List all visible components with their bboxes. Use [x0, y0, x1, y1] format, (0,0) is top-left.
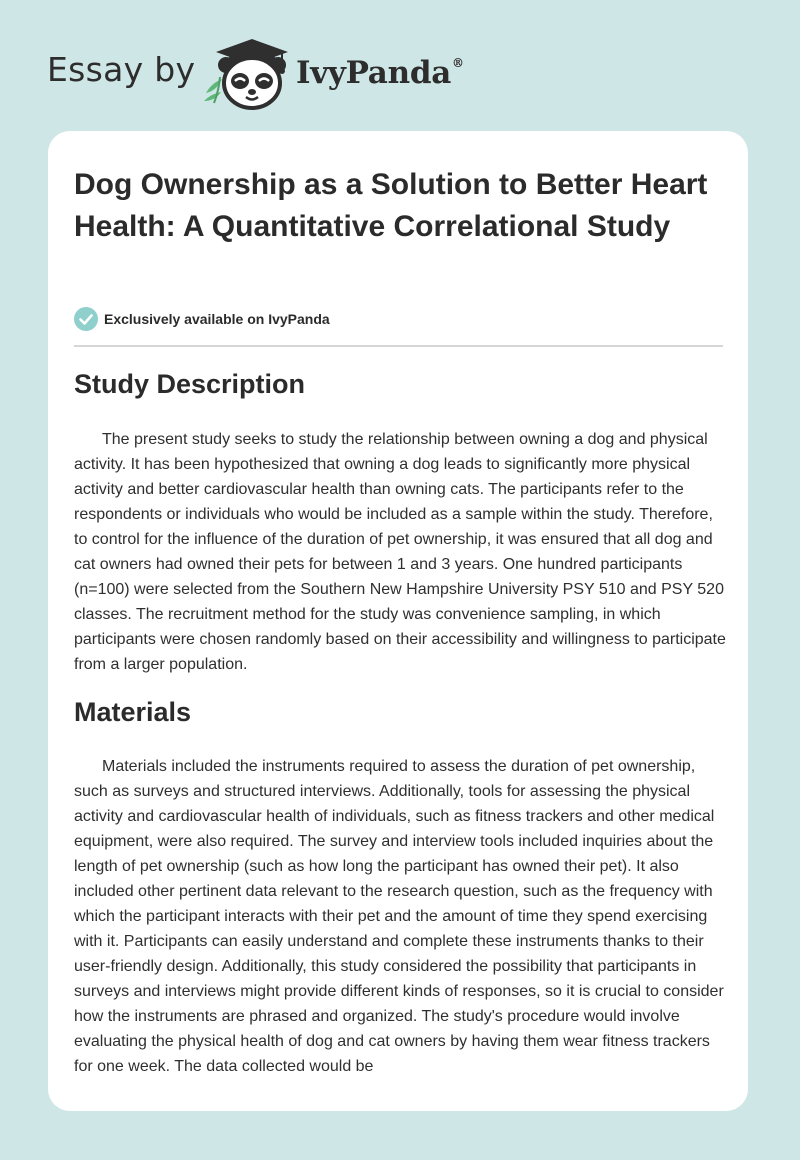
- article-title: Dog Ownership as a Solution to Better Heart Health: A Quantitative Correlational Study: [74, 168, 708, 243]
- title-divider: [74, 345, 723, 347]
- brand-name[interactable]: [296, 55, 464, 91]
- article-card: [48, 131, 748, 1111]
- section-heading-study-description: Study Description: [74, 369, 306, 399]
- site-header: [0, 0, 800, 120]
- section-text-study-description: The present study seeks to study the relationship between owning a dog and physical activity. It has been hypothesized that owning a dog leads to significantly more physical activity and better cardiovascular health than owning cats. The participants refer to the respondents or individuals who would be included as a sample within the study. Therefore, to control for the influence of the duration of pet ownership, it was ensured that all dog and cat owners had owned their pets for between 1 and 3 years. One hundred participants (n=100) were selected from the Southern New Hampshire University PSY 510 and PSY 520 classes. The recruitment method for the study was convenience sampling, in which participants were chosen randomly based on their accessibility and willingness to participate from a larger population.: [74, 431, 726, 673]
- registered-mark: ®: [452, 56, 464, 70]
- check-circle-icon: [74, 307, 98, 331]
- section-text-materials: Materials included the instruments required to assess the duration of pet ownership, such as surveys and structured interviews. Additionally, tools for assessing the physical activity and cardiovascular health of individuals, such as fitness trackers and other medical equipment, were also required. The survey and interview tools included inquiries about the length of pet ownership (such as how long the participant has owned their pet). It also included other pertinent data relevant to the research question, such as the frequency with which the participant interacts with their pet and the amount of time they spend exercising with it. Participants can easily understand and complete these instruments thanks to their user-friendly design. Additionally, this study considered the possibility that participants in surveys and interviews might provide different kinds of responses, so it is crucial to consider how the instruments are phrased and organized. The study's procedure would involve evaluating the physical health of dog and cat owners by having them wear fitness trackers for one week. The data collected would be: [74, 758, 724, 1075]
- ivypanda-logo-icon[interactable]: [202, 35, 288, 111]
- essay-by-label: Essay by: [47, 50, 196, 89]
- exclusive-badge-label: Exclusively available on IvyPanda: [104, 311, 330, 327]
- section-heading-materials: Materials: [74, 697, 192, 727]
- exclusive-badge: [74, 306, 330, 332]
- brand-name-text: IvyPanda: [296, 55, 451, 91]
